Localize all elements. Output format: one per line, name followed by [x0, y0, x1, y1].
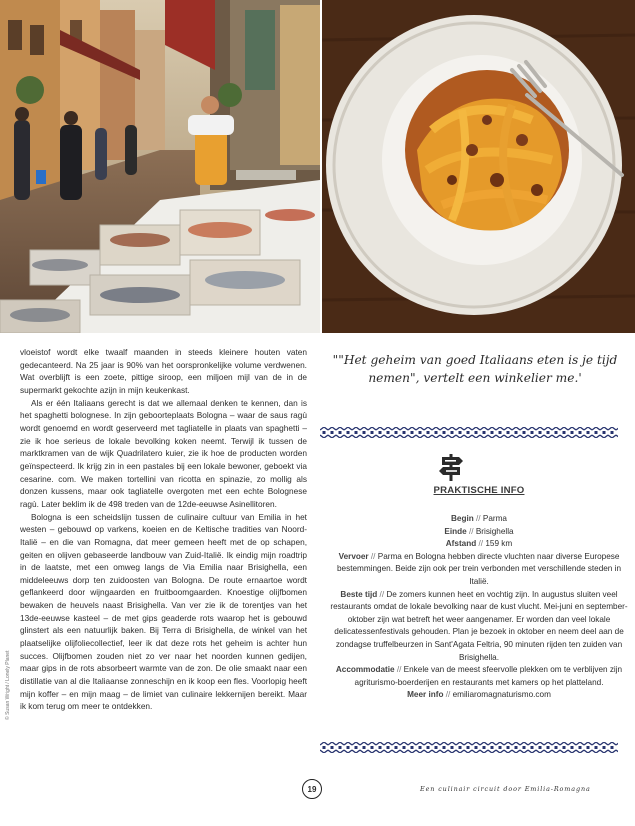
- info-afstand-label: Afstand: [445, 539, 477, 549]
- info-vervoer-label: Vervoer: [338, 551, 369, 561]
- info-accommodatie: [330, 664, 628, 689]
- info-beste-tijd: [330, 589, 628, 665]
- body-paragraph-3: Bologna is een scheidslijn tussen de culinaire cultuur van Emilia in het westen – gebouwd op varkens, koeien en de Keltische tradities van Noord-Italië – en die van Romagna, dat meer gemeen heeft met de op schapen, geiten en olijven gebaseerde landbouw van Zuid-Italië. Ik eindig mijn roadtrip in de laatste, met een omweg langs de Via Emilia naar Brisighella, een middeleeuws dorp ten zuidoosten van Bologna. De route ernaartoe wordt geflankeerd door wijngaarden en fruitboomgaarden. Knoestige olijfbomen bewaken de heuvels naast Brisighella. Van ver zie ik de torentjes van het 13de-eeuwse kasteel – de met gips geaderde rots waarop het is gebouwd glinstert als een natuurlijk baken. Bij Terra di Brisighella, de winkel van het plaatselijke olijfoliecollectief, leer ik dat deze rots het geheim is achter hun succes. Olijfbomen zouden niet zo ver naar het noorden kunnen gedijen, maar gips in de rots absorbeert warmte van de zon. De olie smaakt naar een distillatie van al die Italiaanse zonneschijn en ik koop een fles. Voorlopig heeft mijn koffer – en mijn maag – de limiet van culinaire lekkernijen bereikt. Maar ik kom terug om meer te ontdekken.: [20, 511, 307, 712]
- info-accommodatie-label: Accommodatie: [335, 665, 395, 675]
- info-vervoer: [330, 551, 628, 589]
- body-paragraph-1: vloeistof wordt elke twaalf maanden in steeds kleinere houten vaten gedecanteerd. Na 25 jaar is 90% van het oorspronkelijke volume verdwenen. Wat overblijft is een zoete, pittige siroop, een miljoen mijl van de in de supermarkt gekochte azijn in mijn keukenkast.: [20, 347, 307, 395]
- signpost-icon: [436, 452, 466, 482]
- info-einde-value: Brisighella: [475, 526, 514, 536]
- info-einde: [330, 526, 628, 539]
- info-meer-info-value[interactable]: emiliaromagnaturismo.com: [452, 690, 551, 700]
- info-beste-tijd-value: De zomers kunnen heet en vochtig zijn. In augustus sluiten veel restaurants omdat de lokale bevolking naar de kust vlucht. Mei-juni en september-oktober zijn wat betreft het weer aangenamer. Er worden dan veel lokale delicatessenfestivals gehouden. Plan je bezoek in oktober en neem deel aan de zondagse truffelbeurzen in Sant'Agata Feltria, 90 minuten rijden ten zuiden van Brisighella.: [330, 589, 628, 662]
- page-number: 19: [302, 779, 322, 799]
- info-separator: //: [476, 539, 486, 549]
- practical-info: [330, 513, 628, 702]
- decorative-divider-top: [320, 427, 618, 438]
- info-heading: PRAKTISCHE INFO: [433, 485, 525, 496]
- info-beste-tijd-label: Beste tijd: [340, 589, 378, 599]
- info-separator: //: [466, 526, 476, 536]
- body-text-column: [20, 346, 307, 713]
- info-separator: //: [473, 514, 483, 523]
- info-begin-value: Parma: [482, 514, 507, 523]
- decorative-divider-bottom: [320, 742, 618, 753]
- info-afstand-value: 159 km: [485, 539, 513, 549]
- info-einde-label: Einde: [444, 526, 467, 536]
- body-paragraph-2: Als er één Italiaans gerecht is dat we allemaal denken te kennen, dan is het spaghetti bolognese. In zijn geboorteplaats Bologna – waar de saus ragù wordt genoemd en wordt geserveerd met tagliatelle in plaats van spaghetti – zie ik hoe serieus de lokale bevolking koken neemt. Terwijl ik tussen de marktkramen van de wijk Quadrilatero kuier, zie ik hoe de producten worden geïnspecteerd. Ik krijg zin in een pastales bij een lokale bewoner, geboekt via cesarine. com. We maken tortellini van ricotta en spinazie, zo mollig als donzen kussens, maar ook tagliatelle overgoten met een echte Bolognese ragù. Later beklim ik de 498 treden van de 12de-eeuwse Asinellitoren.: [20, 397, 307, 509]
- info-begin: [330, 513, 628, 526]
- info-meer-info: [330, 689, 628, 702]
- info-separator: //: [443, 690, 453, 700]
- info-separator: //: [394, 665, 404, 675]
- info-separator: //: [368, 551, 378, 561]
- info-accommodatie-value: Enkele van de meest sfeervolle plekken om te verblijven zijn agriturismo-boerderijen en restaurants met kamers op het platteland.: [354, 665, 623, 687]
- market-photo: [0, 0, 320, 333]
- running-footer-title: Een culinair circuit door Emilia-Romagna: [420, 785, 591, 793]
- info-separator: //: [377, 589, 387, 599]
- pull-quote: ""Het geheim van goed Italiaans eten is je tijd nemen", vertelt een winkelier me.': [332, 353, 618, 385]
- info-afstand: [330, 538, 628, 551]
- info-meer-info-label: Meer info: [407, 690, 444, 700]
- info-begin-label: Begin: [451, 514, 474, 523]
- pasta-photo: [322, 0, 635, 333]
- info-vervoer-value: Parma en Bologna hebben directe vluchten naar diverse Europese bestemmingen. Beide zijn ook per trein verbonden met verschillende steden in Italië.: [337, 551, 621, 586]
- photo-credit: © Susan Wright / Lonely Planet: [5, 650, 11, 720]
